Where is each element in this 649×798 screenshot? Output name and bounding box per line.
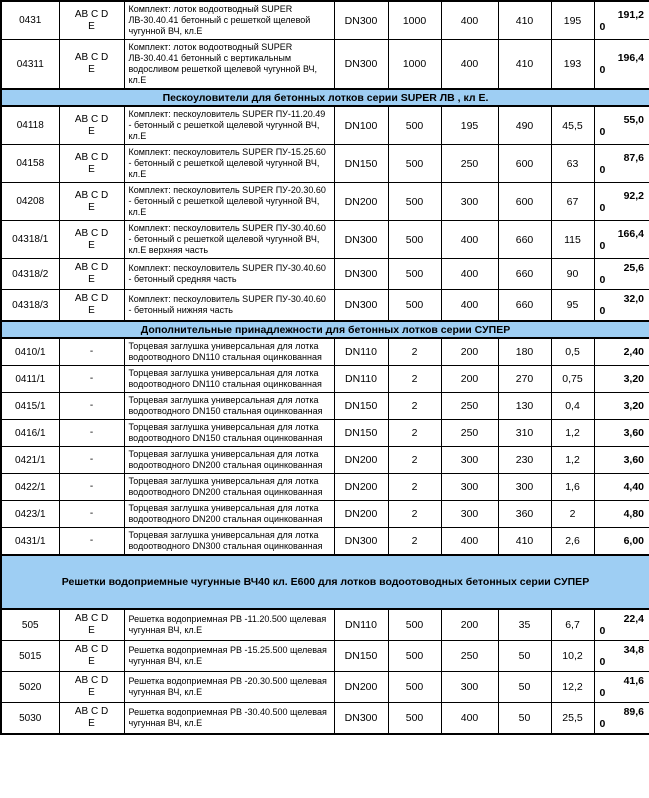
product-description-cell: Торцевая заглушка универсальная для лотка водоотводного DN200 стальная оцинкованная xyxy=(124,501,334,528)
dim-length-cell: 2 xyxy=(388,474,441,501)
dim-width-cell: 400 xyxy=(441,528,498,556)
dim-width-cell: 400 xyxy=(441,259,498,290)
dim-length-cell: 500 xyxy=(388,221,441,259)
dim-width-cell: 300 xyxy=(441,183,498,221)
price-line: 4,40 xyxy=(623,481,644,493)
dim-width-cell: 400 xyxy=(441,40,498,90)
dim-length-cell: 500 xyxy=(388,703,441,735)
price-cell xyxy=(594,641,649,672)
dim-width-cell: 250 xyxy=(441,641,498,672)
product-description-cell: Торцевая заглушка универсальная для лотка водоотводного DN200 стальная оцинкованная xyxy=(124,447,334,474)
product-description-cell: Комплект: пескоуловитель SUPER ПУ-30.40.60 - бетонный средняя часть xyxy=(124,259,334,290)
price-line: 0 xyxy=(599,64,606,76)
dim-width-cell: 300 xyxy=(441,501,498,528)
price-line: 87,6 xyxy=(623,151,644,164)
price-cell xyxy=(594,447,649,474)
weight-cell: 115 xyxy=(551,221,594,259)
weight-cell: 12,2 xyxy=(551,672,594,703)
weight-cell: 10,2 xyxy=(551,641,594,672)
product-code-cell: 04311 xyxy=(1,40,59,90)
price-cell xyxy=(594,221,649,259)
dim-length-cell: 2 xyxy=(388,338,441,366)
dim-height-cell: 600 xyxy=(498,145,551,183)
dim-height-cell: 130 xyxy=(498,393,551,420)
price-line: 22,4 xyxy=(623,613,644,625)
weight-cell: 25,5 xyxy=(551,703,594,735)
load-class-cell: AB C D E xyxy=(59,259,124,290)
product-code-cell: 04118 xyxy=(1,106,59,145)
dim-length-cell: 500 xyxy=(388,641,441,672)
weight-cell: 0,75 xyxy=(551,366,594,393)
price-cell xyxy=(594,528,649,556)
section-header: Решетки водоприемные чугунные ВЧ40 кл. Е600 для лотков водоотоводных бетонных серии СУПЕР xyxy=(1,555,649,609)
dim-width-cell: 400 xyxy=(441,290,498,322)
price-line: 3,60 xyxy=(623,454,644,466)
product-code-cell: 0416/1 xyxy=(1,420,59,447)
product-code-cell: 04318/2 xyxy=(1,259,59,290)
price-cell xyxy=(594,183,649,221)
load-class-cell: - xyxy=(59,420,124,447)
weight-cell: 95 xyxy=(551,290,594,322)
weight-cell: 67 xyxy=(551,183,594,221)
load-class-cell: AB C D E xyxy=(59,221,124,259)
dim-height-cell: 490 xyxy=(498,106,551,145)
dim-height-cell: 310 xyxy=(498,420,551,447)
price-line: 3,20 xyxy=(623,373,644,385)
price-cell xyxy=(594,501,649,528)
price-cell xyxy=(594,106,649,145)
product-description-cell: Комплект: лоток водоотводный SUPER ЛВ-30.40.41 бетонный с вертикальным водосливом решеткой щелевой чугунной ВЧ, кл.Е xyxy=(124,40,334,90)
weight-cell: 1,2 xyxy=(551,420,594,447)
price-line: 0 xyxy=(599,201,606,214)
weight-cell: 2 xyxy=(551,501,594,528)
dim-height-cell: 410 xyxy=(498,528,551,556)
dim-height-cell: 660 xyxy=(498,221,551,259)
dim-width-cell: 400 xyxy=(441,703,498,735)
dim-width-cell: 250 xyxy=(441,393,498,420)
load-class-cell: AB C D E xyxy=(59,609,124,641)
dn-size-cell: DN300 xyxy=(334,1,388,40)
weight-cell: 1,6 xyxy=(551,474,594,501)
price-line: 0 xyxy=(599,239,606,252)
price-cell xyxy=(594,420,649,447)
dn-size-cell: DN300 xyxy=(334,290,388,322)
price-line: 4,80 xyxy=(623,508,644,520)
dim-height-cell: 50 xyxy=(498,703,551,735)
price-cell xyxy=(594,609,649,641)
price-cell xyxy=(594,338,649,366)
dn-size-cell: DN150 xyxy=(334,641,388,672)
price-table-body xyxy=(1,1,649,734)
product-code-cell: 0423/1 xyxy=(1,501,59,528)
price-cell xyxy=(594,393,649,420)
load-class-cell: - xyxy=(59,338,124,366)
load-class-cell: - xyxy=(59,501,124,528)
price-line: 0 xyxy=(599,718,606,730)
product-code-cell: 0415/1 xyxy=(1,393,59,420)
dim-length-cell: 500 xyxy=(388,106,441,145)
dn-size-cell: DN200 xyxy=(334,183,388,221)
product-description-cell: Комплект: пескоуловитель SUPER ПУ-30.40.60 - бетонный с решеткой щелевой чугунной ВЧ, кл.Е верхняя часть xyxy=(124,221,334,259)
dim-length-cell: 2 xyxy=(388,447,441,474)
section-header: Пескоуловители для бетонных лотков серии SUPER ЛВ , кл Е. xyxy=(1,89,649,106)
weight-cell: 45,5 xyxy=(551,106,594,145)
load-class-cell: - xyxy=(59,366,124,393)
product-code-cell: 0431 xyxy=(1,1,59,40)
price-line: 0 xyxy=(599,687,606,699)
dim-length-cell: 500 xyxy=(388,145,441,183)
product-description-cell: Торцевая заглушка универсальная для лотка водоотводного DN150 стальная оцинкованная xyxy=(124,393,334,420)
price-line: 0 xyxy=(599,625,606,637)
load-class-cell: AB C D E xyxy=(59,106,124,145)
load-class-cell: AB C D E xyxy=(59,290,124,322)
dn-size-cell: DN300 xyxy=(334,40,388,90)
price-line: 89,6 xyxy=(623,706,644,718)
dim-height-cell: 660 xyxy=(498,290,551,322)
dn-size-cell: DN110 xyxy=(334,366,388,393)
price-cell xyxy=(594,703,649,735)
product-description-cell: Комплект: пескоуловитель SUPER ПУ-11.20.49 - бетонный с решеткой щелевой чугунной ВЧ, кл.Е xyxy=(124,106,334,145)
price-line: 41,6 xyxy=(623,675,644,687)
price-line: 0 xyxy=(599,125,606,138)
dim-length-cell: 500 xyxy=(388,609,441,641)
dim-width-cell: 200 xyxy=(441,609,498,641)
weight-cell: 6,7 xyxy=(551,609,594,641)
load-class-cell: - xyxy=(59,474,124,501)
price-cell xyxy=(594,259,649,290)
load-class-cell: AB C D E xyxy=(59,145,124,183)
dim-width-cell: 250 xyxy=(441,420,498,447)
dim-height-cell: 410 xyxy=(498,40,551,90)
dn-size-cell: DN200 xyxy=(334,474,388,501)
price-line: 196,4 xyxy=(617,52,644,64)
dim-length-cell: 500 xyxy=(388,259,441,290)
product-description-cell: Комплект: пескоуловитель SUPER ПУ-30.40.60 - бетонный нижняя часть xyxy=(124,290,334,322)
product-description-cell: Комплект: лоток водоотводный SUPER ЛВ-30.40.41 бетонный с решеткой щелевой чугунной ВЧ, кл.Е xyxy=(124,1,334,40)
dn-size-cell: DN200 xyxy=(334,501,388,528)
weight-cell: 0,4 xyxy=(551,393,594,420)
product-code-cell: 0422/1 xyxy=(1,474,59,501)
weight-cell: 2,6 xyxy=(551,528,594,556)
dim-height-cell: 410 xyxy=(498,1,551,40)
price-cell xyxy=(594,474,649,501)
dim-length-cell: 500 xyxy=(388,290,441,322)
product-code-cell: 5020 xyxy=(1,672,59,703)
dim-height-cell: 360 xyxy=(498,501,551,528)
dim-width-cell: 200 xyxy=(441,338,498,366)
product-code-cell: 0431/1 xyxy=(1,528,59,556)
dim-width-cell: 300 xyxy=(441,447,498,474)
load-class-cell: - xyxy=(59,528,124,556)
weight-cell: 193 xyxy=(551,40,594,90)
dn-size-cell: DN110 xyxy=(334,609,388,641)
product-description-cell: Торцевая заглушка универсальная для лотка водоотводного DN200 стальная оцинкованная xyxy=(124,474,334,501)
dim-height-cell: 35 xyxy=(498,609,551,641)
product-code-cell: 04158 xyxy=(1,145,59,183)
price-line: 3,20 xyxy=(623,400,644,412)
dim-length-cell: 2 xyxy=(388,528,441,556)
dim-width-cell: 195 xyxy=(441,106,498,145)
product-code-cell: 5015 xyxy=(1,641,59,672)
price-cell xyxy=(594,366,649,393)
price-line: 92,2 xyxy=(623,189,644,202)
price-line: 32,0 xyxy=(623,293,644,305)
product-description-cell: Решетка водоприемная РВ -30.40.500 щелевая чугунная ВЧ, кл.Е xyxy=(124,703,334,735)
dim-length-cell: 2 xyxy=(388,393,441,420)
product-description-cell: Торцевая заглушка универсальная для лотка водоотводного DN110 стальная оцинкованная xyxy=(124,366,334,393)
dn-size-cell: DN300 xyxy=(334,528,388,556)
dim-height-cell: 180 xyxy=(498,338,551,366)
price-cell xyxy=(594,40,649,90)
price-line: 191,2 xyxy=(617,8,644,21)
price-line: 0 xyxy=(599,656,606,668)
price-line: 0 xyxy=(599,274,606,286)
dn-size-cell: DN200 xyxy=(334,672,388,703)
dim-length-cell: 500 xyxy=(388,183,441,221)
dim-width-cell: 200 xyxy=(441,366,498,393)
load-class-cell: AB C D E xyxy=(59,183,124,221)
price-line: 0 xyxy=(599,163,606,176)
product-code-cell: 04318/1 xyxy=(1,221,59,259)
dim-height-cell: 50 xyxy=(498,672,551,703)
price-line: 0 xyxy=(599,20,606,33)
price-line: 3,60 xyxy=(623,427,644,439)
load-class-cell: AB C D E xyxy=(59,40,124,90)
load-class-cell: - xyxy=(59,447,124,474)
price-line: 2,40 xyxy=(623,346,644,358)
price-line: 166,4 xyxy=(617,227,644,240)
dim-width-cell: 400 xyxy=(441,221,498,259)
weight-cell: 63 xyxy=(551,145,594,183)
dim-length-cell: 2 xyxy=(388,366,441,393)
product-description-cell: Решетка водоприемная РВ -20.30.500 щелевая чугунная ВЧ, кл.Е xyxy=(124,672,334,703)
product-description-cell: Комплект: пескоуловитель SUPER ПУ-20.30.60 - бетонный с решеткой щелевой чугунной ВЧ, кл.Е xyxy=(124,183,334,221)
weight-cell: 0,5 xyxy=(551,338,594,366)
dim-width-cell: 300 xyxy=(441,672,498,703)
dn-size-cell: DN150 xyxy=(334,145,388,183)
load-class-cell: AB C D E xyxy=(59,1,124,40)
price-line: 25,6 xyxy=(623,262,644,274)
price-line: 55,0 xyxy=(623,113,644,126)
product-code-cell: 0410/1 xyxy=(1,338,59,366)
product-description-cell: Решетка водоприемная РВ -11.20.500 щелевая чугунная ВЧ, кл.Е xyxy=(124,609,334,641)
dn-size-cell: DN300 xyxy=(334,259,388,290)
price-cell xyxy=(594,145,649,183)
product-description-cell: Торцевая заглушка универсальная для лотка водоотводного DN110 стальная оцинкованная xyxy=(124,338,334,366)
load-class-cell: - xyxy=(59,393,124,420)
dim-height-cell: 300 xyxy=(498,474,551,501)
dn-size-cell: DN150 xyxy=(334,393,388,420)
product-code-cell: 04208 xyxy=(1,183,59,221)
price-line: 34,8 xyxy=(623,644,644,656)
dim-length-cell: 1000 xyxy=(388,40,441,90)
dim-height-cell: 230 xyxy=(498,447,551,474)
dn-size-cell: DN110 xyxy=(334,338,388,366)
dn-size-cell: DN200 xyxy=(334,447,388,474)
dim-height-cell: 270 xyxy=(498,366,551,393)
product-code-cell: 0411/1 xyxy=(1,366,59,393)
product-description-cell: Комплект: пескоуловитель SUPER ПУ-15.25.60 - бетонный с решеткой щелевой чугунной ВЧ, кл.Е xyxy=(124,145,334,183)
price-cell xyxy=(594,1,649,40)
dn-size-cell: DN100 xyxy=(334,106,388,145)
section-header: Дополнительные принадлежности для бетонных лотков серии СУПЕР xyxy=(1,321,649,338)
dn-size-cell: DN300 xyxy=(334,703,388,735)
dim-length-cell: 500 xyxy=(388,672,441,703)
load-class-cell: AB C D E xyxy=(59,703,124,735)
weight-cell: 195 xyxy=(551,1,594,40)
dim-height-cell: 660 xyxy=(498,259,551,290)
dn-size-cell: DN300 xyxy=(334,221,388,259)
price-cell xyxy=(594,672,649,703)
price-line: 0 xyxy=(599,305,606,317)
dim-height-cell: 600 xyxy=(498,183,551,221)
product-code-cell: 5030 xyxy=(1,703,59,735)
price-cell xyxy=(594,290,649,322)
load-class-cell: AB C D E xyxy=(59,672,124,703)
product-code-cell: 04318/3 xyxy=(1,290,59,322)
dim-width-cell: 400 xyxy=(441,1,498,40)
product-code-cell: 0421/1 xyxy=(1,447,59,474)
dn-size-cell: DN150 xyxy=(334,420,388,447)
weight-cell: 1,2 xyxy=(551,447,594,474)
dim-width-cell: 250 xyxy=(441,145,498,183)
load-class-cell: AB C D E xyxy=(59,641,124,672)
product-description-cell: Торцевая заглушка универсальная для лотка водоотводного DN150 стальная оцинкованная xyxy=(124,420,334,447)
product-description-cell: Решетка водоприемная РВ -15.25.500 щелевая чугунная ВЧ, кл.Е xyxy=(124,641,334,672)
price-line: 6,00 xyxy=(623,535,644,547)
dim-length-cell: 1000 xyxy=(388,1,441,40)
weight-cell: 90 xyxy=(551,259,594,290)
dim-length-cell: 2 xyxy=(388,501,441,528)
dim-width-cell: 300 xyxy=(441,474,498,501)
product-description-cell: Торцевая заглушка универсальная для лотка водоотводного DN300 стальная оцинкованная xyxy=(124,528,334,556)
dim-length-cell: 2 xyxy=(388,420,441,447)
dim-height-cell: 50 xyxy=(498,641,551,672)
product-code-cell: 505 xyxy=(1,609,59,641)
